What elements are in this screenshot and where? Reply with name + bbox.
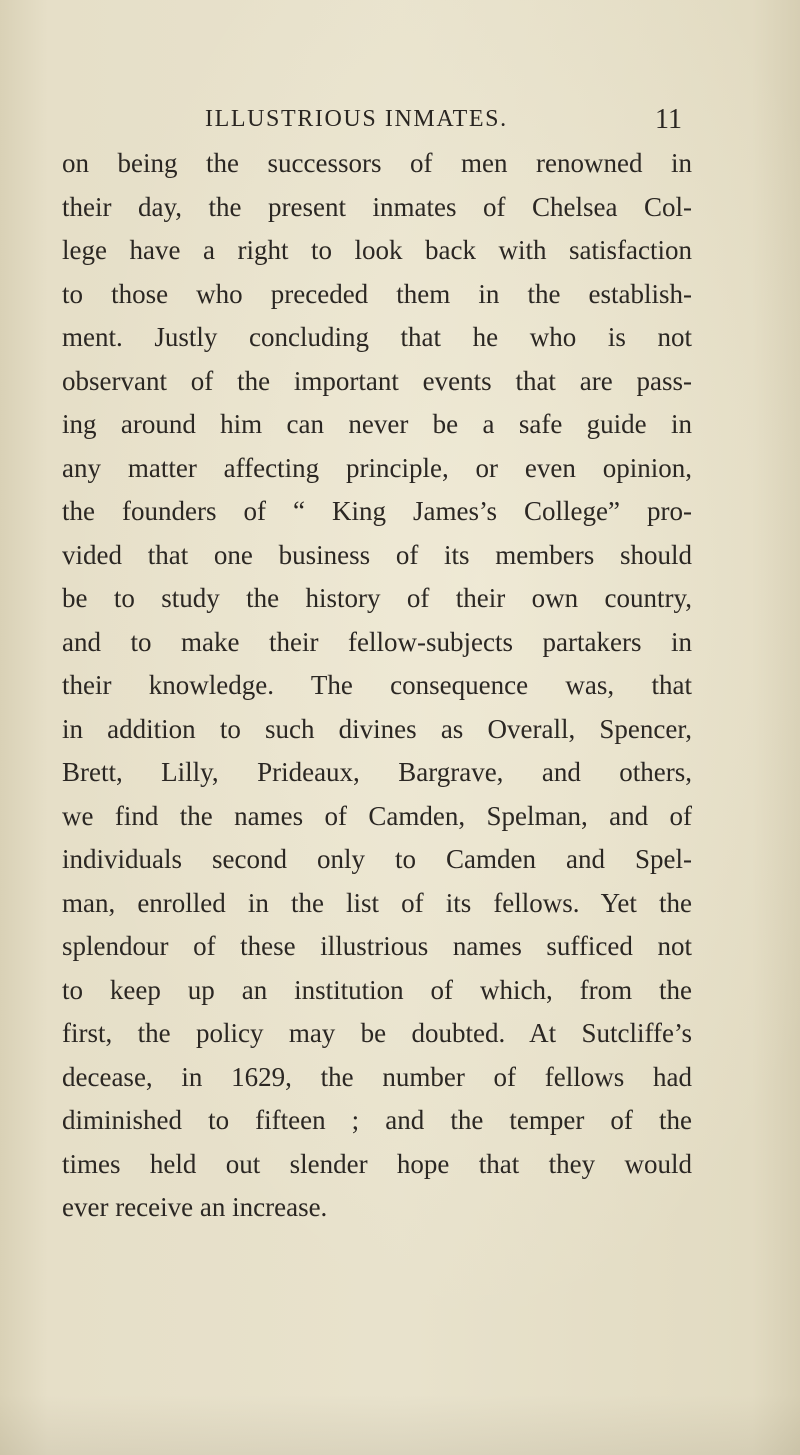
text-line: their knowledge. The consequence was, that bbox=[62, 670, 692, 700]
text-line: individuals second only to Camden and Spel- bbox=[62, 844, 692, 874]
text-line: any matter affecting principle, or even opinion, bbox=[62, 452, 692, 483]
text-line: their day, the present inmates of Chelsea Col- bbox=[62, 191, 692, 222]
text-line: ment. Justly concluding that he who is not bbox=[62, 322, 692, 352]
page-number: 11 bbox=[655, 104, 682, 135]
text-line-last: ever receive an increase. bbox=[62, 1192, 328, 1222]
text-line: Brett, Lilly, Prideaux, Bargrave, and others, bbox=[62, 757, 692, 787]
text-line: lege have a right to look back with satisfaction bbox=[62, 235, 692, 265]
text-line: man, enrolled in the list of its fellows. Yet the bbox=[62, 887, 692, 918]
text-line: we find the names of Camden, Spelman, and of bbox=[62, 800, 692, 831]
text-line: to those who preceded them in the establish- bbox=[62, 278, 692, 309]
text-line: first, the policy may be doubted. At Sutcliffe’s bbox=[62, 1018, 692, 1048]
body-paragraph bbox=[62, 142, 692, 1230]
text-line: ing around him can never be a safe guide in bbox=[62, 409, 692, 439]
text-line: and to make their fellow-subjects partakers in bbox=[62, 626, 692, 657]
text-line: to keep up an institution of which, from the bbox=[62, 974, 692, 1005]
text-line: vided that one business of its members should bbox=[62, 539, 692, 570]
page-header bbox=[0, 104, 800, 144]
text-line: observant of the important events that are pass- bbox=[62, 365, 692, 396]
text-line: the founders of “ King James’s College” pro- bbox=[62, 496, 692, 526]
text-line: decease, in 1629, the number of fellows had bbox=[62, 1061, 692, 1092]
text-line: splendour of these illustrious names sufficed not bbox=[62, 931, 692, 961]
text-line: times held out slender hope that they would bbox=[62, 1148, 692, 1179]
running-head: ILLUSTRIOUS INMATES. bbox=[205, 106, 508, 132]
text-line: be to study the history of their own country, bbox=[62, 583, 692, 613]
text-line: diminished to fifteen ; and the temper of the bbox=[62, 1105, 692, 1135]
text-line: on being the successors of men renowned in bbox=[62, 148, 692, 178]
text-line: in addition to such divines as Overall, Spencer, bbox=[62, 713, 692, 744]
